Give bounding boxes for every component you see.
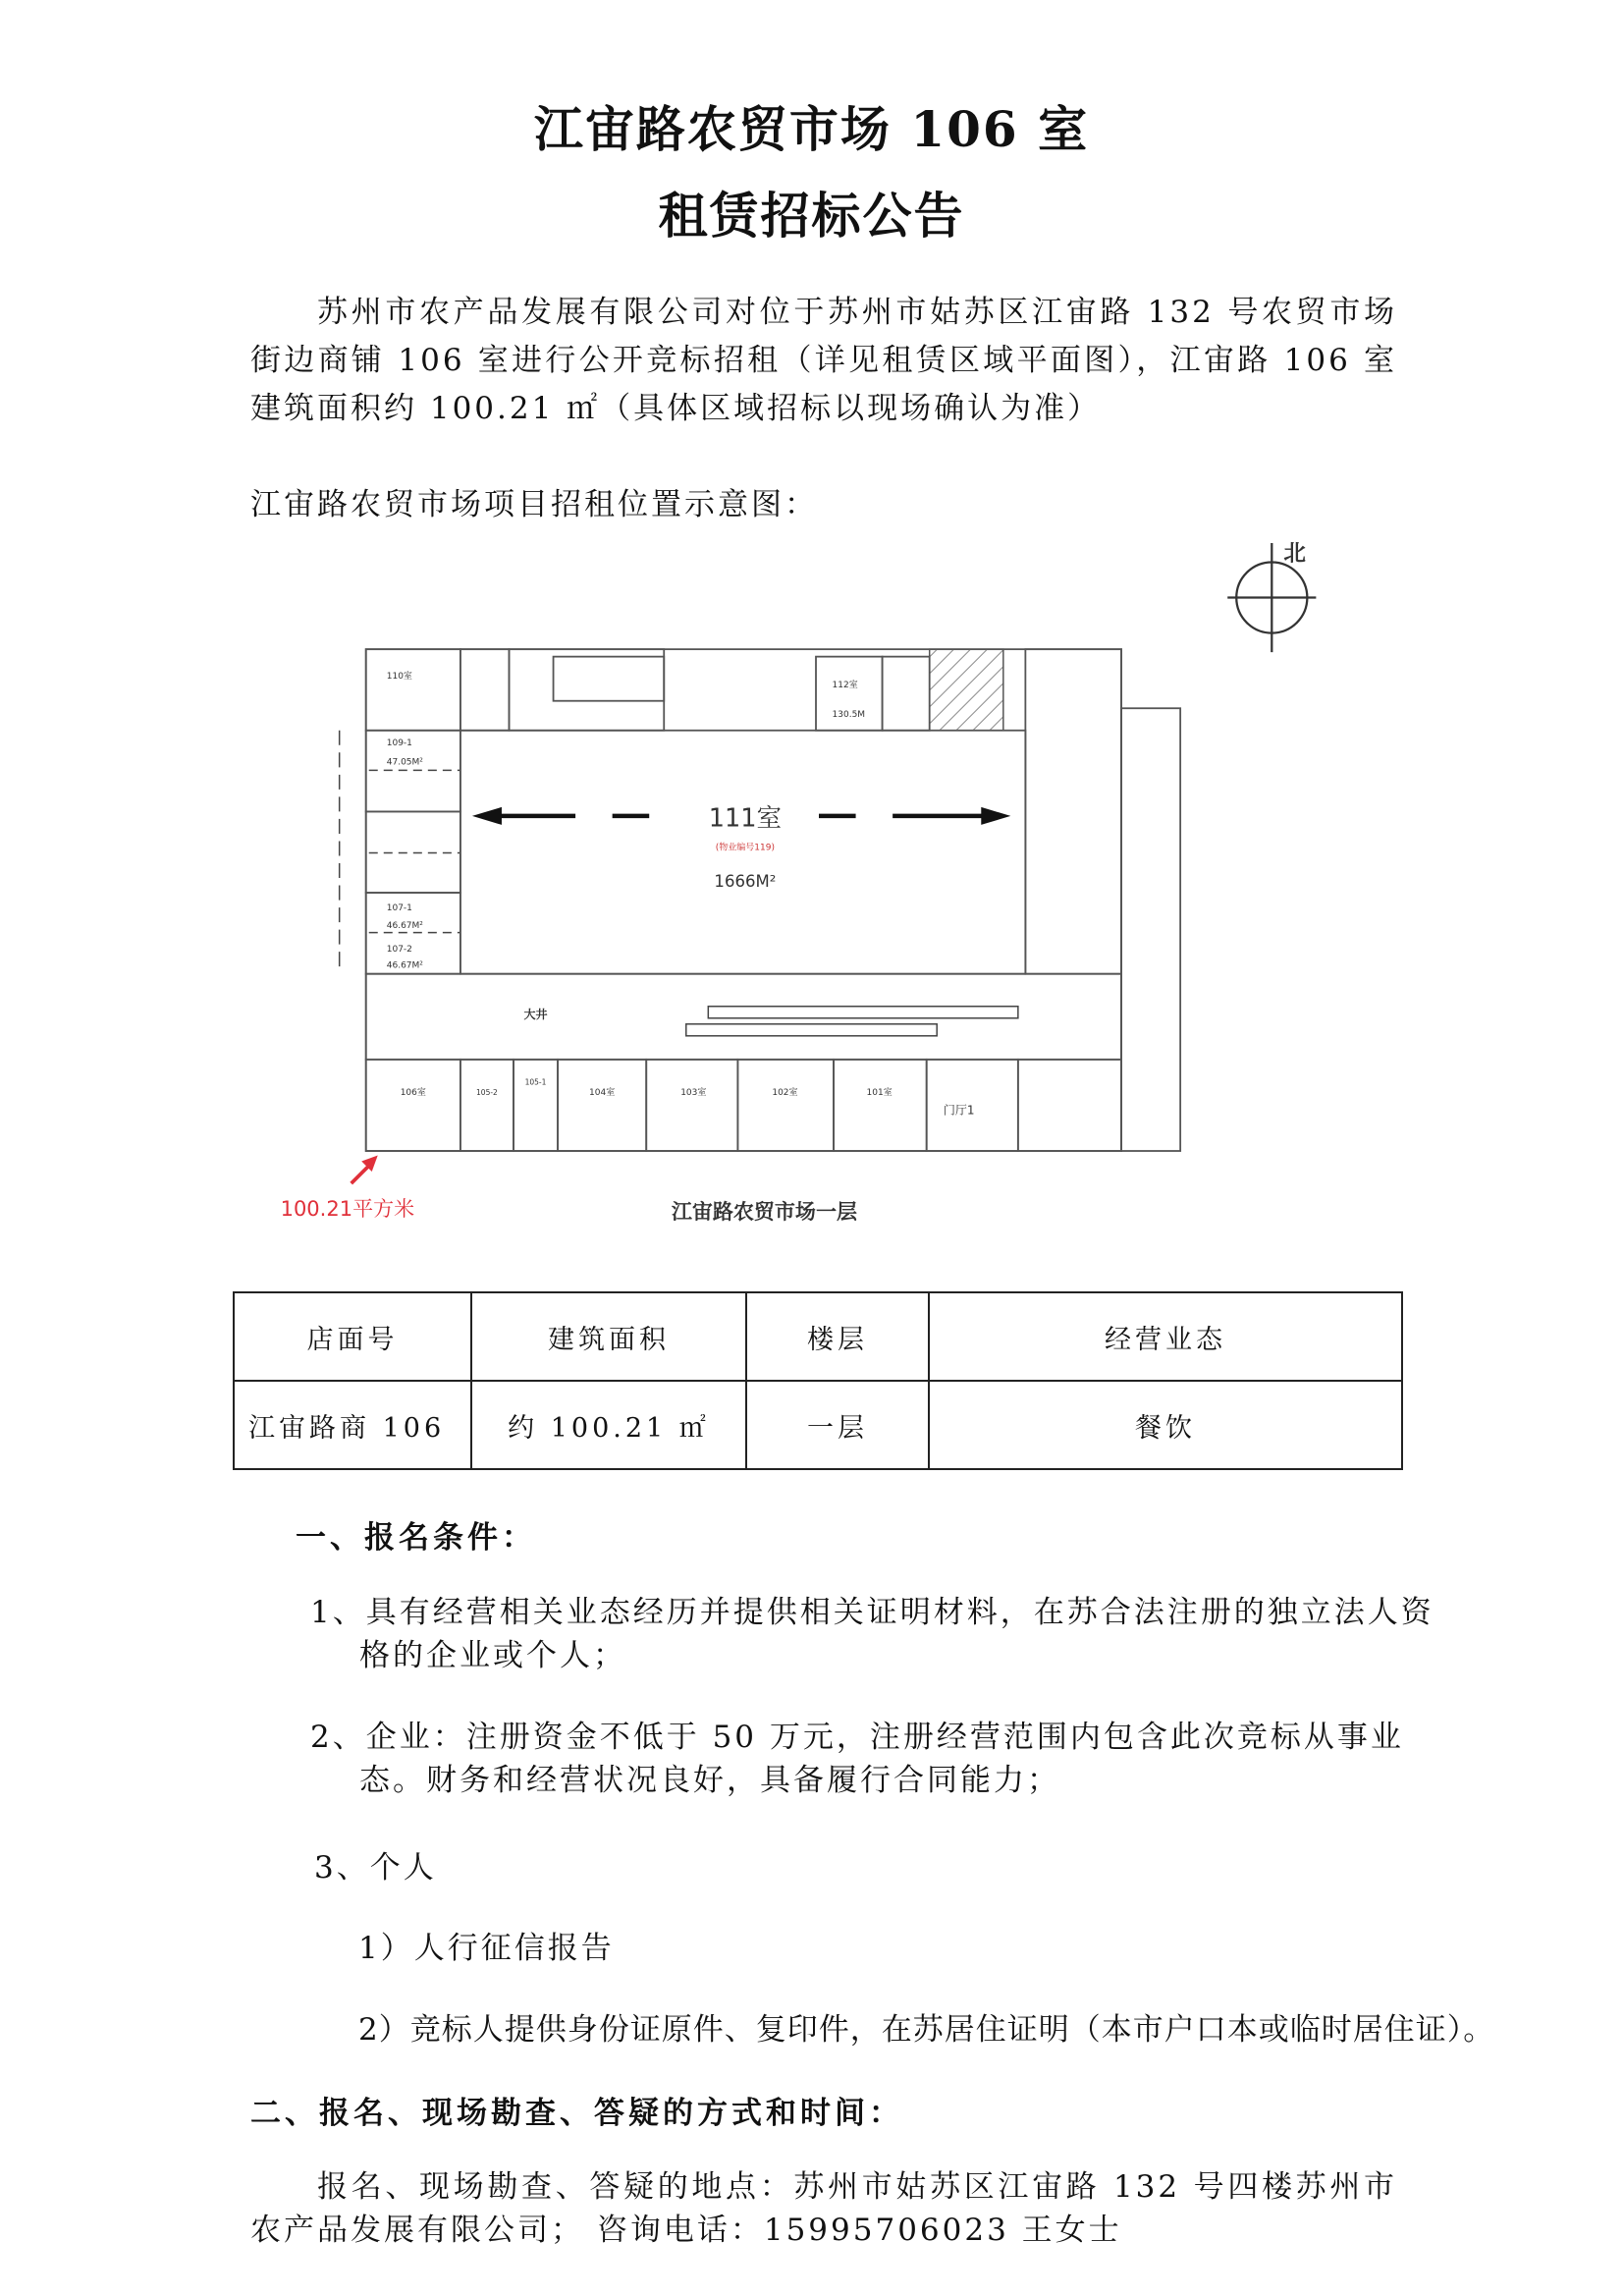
intro-paragraph: 苏州市农产品发展有限公司对位于苏州市姑苏区江宙路 132 号农贸市场街边商铺 106 室进行公开竞标招租（详见租赁区域平面图），江宙路 106 室建筑面积约 100.21 ㎡（具体区域招标以现场确认为准）	[250, 295, 1397, 426]
room-107-1-label: 107-1	[386, 903, 412, 914]
escalator	[708, 1007, 1018, 1018]
shop-103-label: 103室	[680, 1087, 707, 1098]
direction-arrows	[472, 807, 1010, 825]
room-108	[366, 811, 460, 893]
plan-title: 江宙路农贸市场一层	[671, 1199, 857, 1225]
header-shop-no: 店面号	[234, 1292, 471, 1381]
room-107	[366, 893, 460, 974]
room-110-label: 110室	[386, 672, 412, 683]
shop-row	[366, 1060, 1121, 1151]
red-arrow-icon	[352, 1156, 378, 1184]
room-109-1-label: 109-1	[386, 738, 412, 748]
cell-floor: 一层	[746, 1381, 929, 1469]
room-111-code: (物业编号119)	[715, 843, 775, 853]
room-109	[366, 731, 460, 812]
room-107-2-area: 46.67M²	[386, 960, 423, 971]
stairs	[460, 649, 510, 731]
atrium-label: 大井	[523, 1007, 548, 1021]
room-112-area: 130.5M	[832, 710, 866, 721]
room-112	[816, 657, 883, 731]
shop-102-label: 102室	[772, 1087, 798, 1098]
room-112-label: 112室	[832, 681, 858, 691]
header-floor: 楼层	[746, 1292, 929, 1381]
hatched-area	[930, 649, 1003, 731]
cell-business-type: 餐饮	[929, 1381, 1402, 1469]
table-row	[234, 1381, 1402, 1469]
condition-item-2: 2、企业：注册资金不低于 50 万元，注册经营范围内包含此次竞标从事业态。财务和经营状况良好，具备履行合同能力；	[310, 1720, 1404, 1798]
corridor	[366, 974, 1121, 1060]
rental-table	[233, 1291, 1403, 1470]
table-header-row	[234, 1292, 1402, 1381]
compass-north-label: 北	[1283, 540, 1306, 567]
plan-annex	[1121, 708, 1180, 1151]
upper-block	[509, 649, 664, 731]
map-caption: 江宙路农贸市场项目招租位置示意图：	[250, 487, 818, 522]
shop-105-2-label: 105-2	[476, 1087, 498, 1097]
section2-paragraph: 报名、现场勘查、答疑的地点：苏州市姑苏区江宙路 132 号四楼苏州市农产品发展有限公司； 咨询电话：15995706023 王女士	[250, 2169, 1397, 2248]
highlight-area-label: 100.21平方米	[280, 1196, 415, 1222]
room-107-2-label: 107-2	[386, 945, 412, 956]
cell-shop-no: 江宙路商 106	[234, 1381, 471, 1469]
escalator	[686, 1024, 937, 1036]
header-business-type: 经营业态	[929, 1292, 1402, 1381]
shop-105-1-label: 105-1	[524, 1077, 547, 1087]
compass-icon	[1227, 540, 1316, 652]
shop-104-label: 104室	[589, 1087, 616, 1098]
section2-heading: 二、报名、现场勘查、答疑的方式和时间：	[250, 2096, 903, 2131]
cell-area: 约 100.21 ㎡	[471, 1381, 746, 1469]
room-109-1-area: 47.05M²	[386, 757, 423, 768]
condition-item-1: 1、具有经营相关业态经历并提供相关证明材料，在苏合法注册的独立法人资格的企业或个人；	[310, 1595, 1434, 1673]
shop-101-label: 101室	[866, 1087, 893, 1098]
header-area: 建筑面积	[471, 1292, 746, 1381]
room-107-1-area: 46.67M²	[386, 921, 423, 932]
condition-item-3: 3、个人	[314, 1850, 437, 1886]
room-111-area: 1666M²	[714, 872, 777, 892]
sub-item-1: 1）人行征信报告	[358, 1931, 615, 1966]
sub-item-2: 2）竞标人提供身份证原件、复印件，在苏居住证明（本市户口本或临时居住证）。	[358, 2012, 1495, 2048]
document-title: 江宙路农贸市场 106 室	[533, 100, 1090, 158]
shop-106-label: 106室	[400, 1087, 426, 1098]
document-subtitle: 租赁招标公告	[658, 187, 965, 245]
room-111-label: 111室	[708, 803, 783, 834]
room-110	[366, 649, 460, 731]
section1-heading: 一、报名条件：	[296, 1520, 536, 1556]
room-111	[460, 731, 1025, 974]
lobby-label: 门厅1	[943, 1103, 975, 1118]
plan-outline	[366, 649, 1121, 1151]
